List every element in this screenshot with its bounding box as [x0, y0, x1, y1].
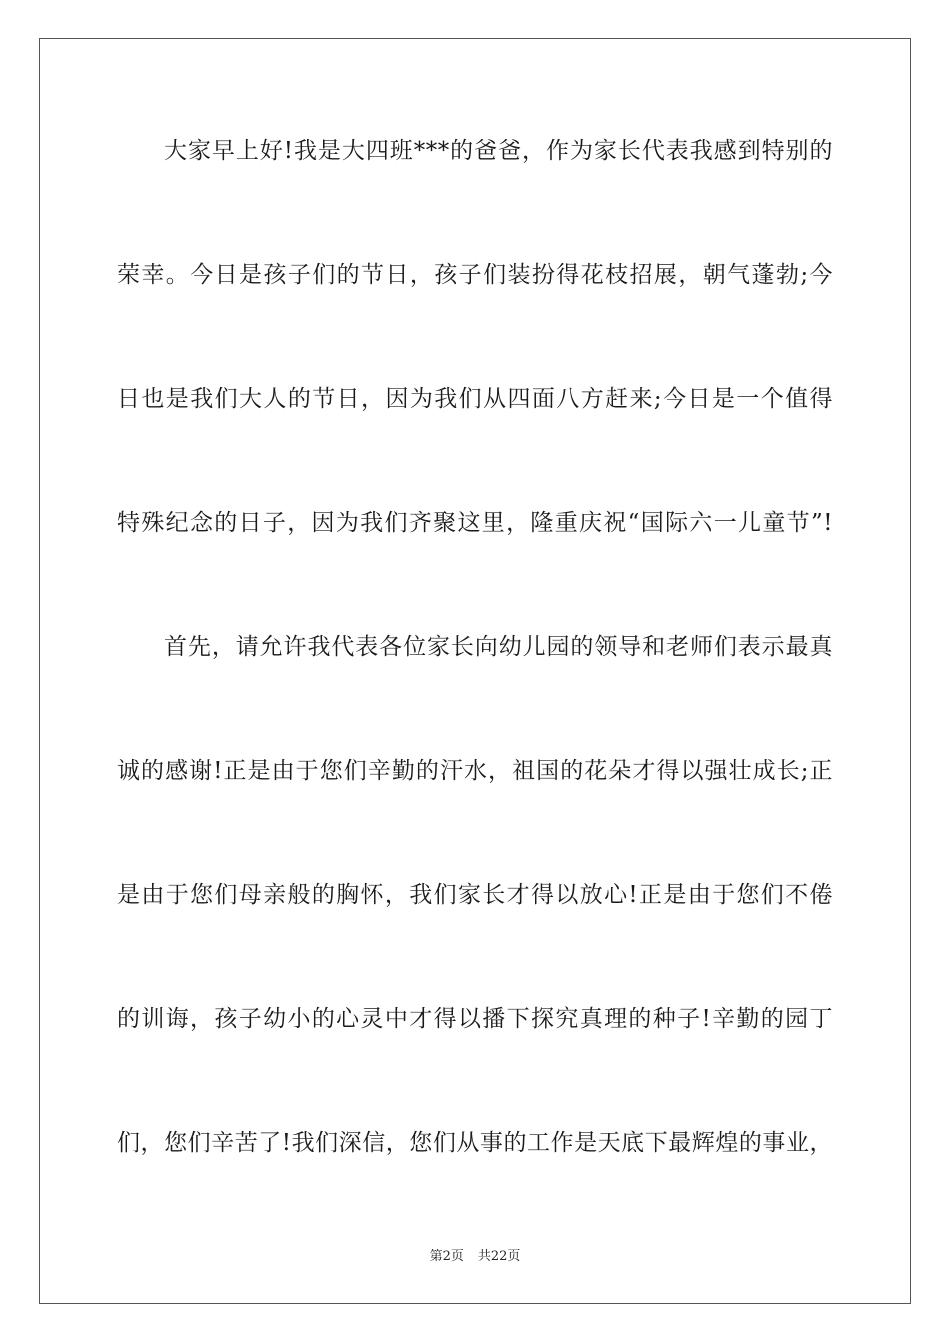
page-footer: [0, 1248, 950, 1266]
paragraph-1-line-2: 荣幸。今日是孩子们的节日，孩子们装扮得花枝招展，朝气蓬勃;今: [117, 262, 833, 288]
total-pages: 共22页: [477, 1249, 521, 1264]
paragraph-1-line-4: 特殊纪念的日子，因为我们齐聚这里，隆重庆祝“国际六一儿童节”!: [117, 510, 833, 536]
paragraph-1-line-3: 日也是我们大人的节日，因为我们从四面八方赶来;今日是一个值得: [117, 386, 833, 412]
page-frame: [39, 38, 911, 1304]
paragraph-2-line-4: 的训诲，孩子幼小的心灵中才得以播下探究真理的种子!辛勤的园丁: [117, 1006, 833, 1032]
paragraph-2-line-3: 是由于您们母亲般的胸怀，我们家长才得以放心!正是由于您们不倦: [117, 882, 833, 908]
paragraph-2-line-1: 首先，请允许我代表各位家长向幼儿园的领导和老师们表示最真: [164, 634, 833, 660]
paragraph-2-line-2: 诚的感谢!正是由于您们辛勤的汗水，祖国的花朵才得以强壮成长;正: [117, 758, 833, 784]
paragraph-2-line-5: 们，您们辛苦了!我们深信，您们从事的工作是天底下最辉煌的事业，: [117, 1130, 833, 1156]
current-page-number: 第2页: [429, 1249, 464, 1264]
paragraph-1-line-1: 大家早上好!我是大四班***的爸爸，作为家长代表我感到特别的: [164, 138, 833, 164]
